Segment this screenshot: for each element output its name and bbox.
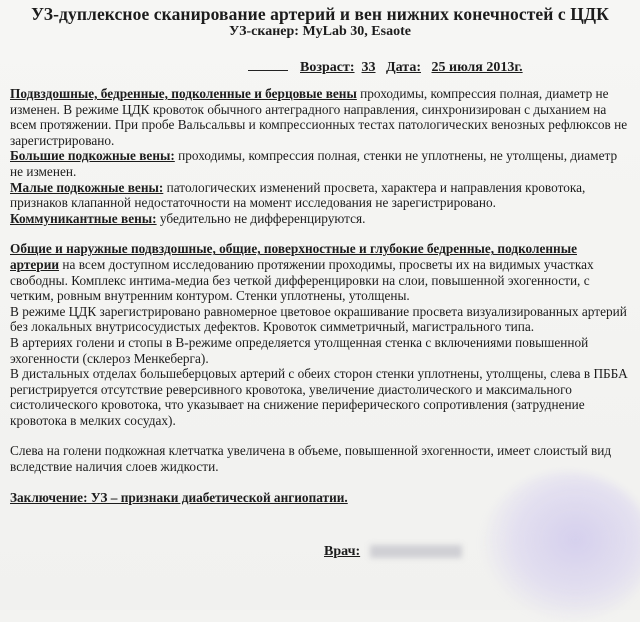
section-heading: Большие подкожные вены: <box>10 148 175 164</box>
section-text: убедительно не дифференцируются. <box>156 210 366 226</box>
doctor-label: Врач: <box>324 544 361 559</box>
age-label: Возраст: <box>300 60 355 75</box>
soft-tissue-note: Слева на голени подкожная клетчатка увеличена в объеме, повышенной эхогенности, имеет слоистый вид вследствие наличия слоев жидкости. <box>10 443 612 475</box>
section-heading: Коммуникантные вены: <box>10 210 157 226</box>
section-deep-veins <box>10 86 628 148</box>
conclusion: Заключение: УЗ – признаки диабетической ангиопатии. <box>10 489 348 505</box>
arteries-heading: Общие и наружные подвздошные, общие, поверхностные и глубокие бедренные, подколенные артерии <box>10 241 577 272</box>
arteries-text: на всем доступном исследованию протяжении проходимы, просветы их на видимых участках свободны. Комплекс интима-медиа без четкой дифференцировки на слои, повышенной эхогенности, с четким, ровным внутренним контуром. Стенки уплотнены, утолщены. <box>10 256 594 304</box>
section-small-saphenous <box>10 180 628 211</box>
scanner-info: УЗ-сканер: MyLab 30, Esaote <box>229 24 411 39</box>
patient-line <box>248 58 523 76</box>
section-heading: Малые подкожные вены: <box>10 179 164 195</box>
doctor-name-redacted <box>370 545 462 558</box>
age-value: 33 <box>361 60 376 75</box>
date-value: 25 июля 2013г. <box>431 60 523 75</box>
arteries-shin: В артериях голени и стопы в В-режиме определяется утолщенная стенка с включениями повышенной эхогенности (склероз Менкеберга). <box>10 334 589 366</box>
section-arteries <box>10 241 628 303</box>
spacer <box>10 428 628 443</box>
section-heading: Подвздошные, бедренные, подколенные и берцовые вены <box>10 86 357 101</box>
report-body <box>10 86 628 505</box>
arteries-distal: В дистальных отделах большеберцовых артерий с обеих сторон стенки уплотнены, утолщены, слева в ПББА регистрируется отсутствие реверсивного кровотока, увеличение диастолического и максимального систолического кровотока, что указывает на снижение периферического сопротивления (затруднение кровотока в мелких сосудах). <box>10 366 628 428</box>
section-text: проходимы, компрессия полная, стенки не уплотнены, не утолщены, диаметр не изменен. <box>10 148 618 179</box>
stamp-seal <box>482 472 640 622</box>
section-text: проходимы, компрессия полная, диаметр не изменен. В режиме ЦДК кровоток обычного антеградного направления, синхронизирован с дыханием на всем протяжении. При пробе Вальсальвы и компрессионных тестах патологических венозных рефлюксов не зарегистрировано. <box>10 86 628 148</box>
report-title: УЗ-дуплексное сканирование артерий и вен нижних конечностей с ЦДК <box>31 4 609 24</box>
arteries-cdk: В режиме ЦДК зарегистрировано равномерное цветовое окрашивание просвета визуализированных артерий без локальных внутрисосудистых дефектов. Кровоток симметричный, магистрального типа. <box>10 303 627 335</box>
date-label: Дата: <box>386 60 421 75</box>
section-great-saphenous <box>10 148 628 179</box>
section-perforators <box>10 211 628 227</box>
section-text: патологических изменений просвета, характера и направления кровотока, признаков клапанной недостаточности на момент исследования не зарегистрировано. <box>10 179 586 211</box>
name-blank <box>248 58 288 71</box>
spacer <box>10 226 628 241</box>
